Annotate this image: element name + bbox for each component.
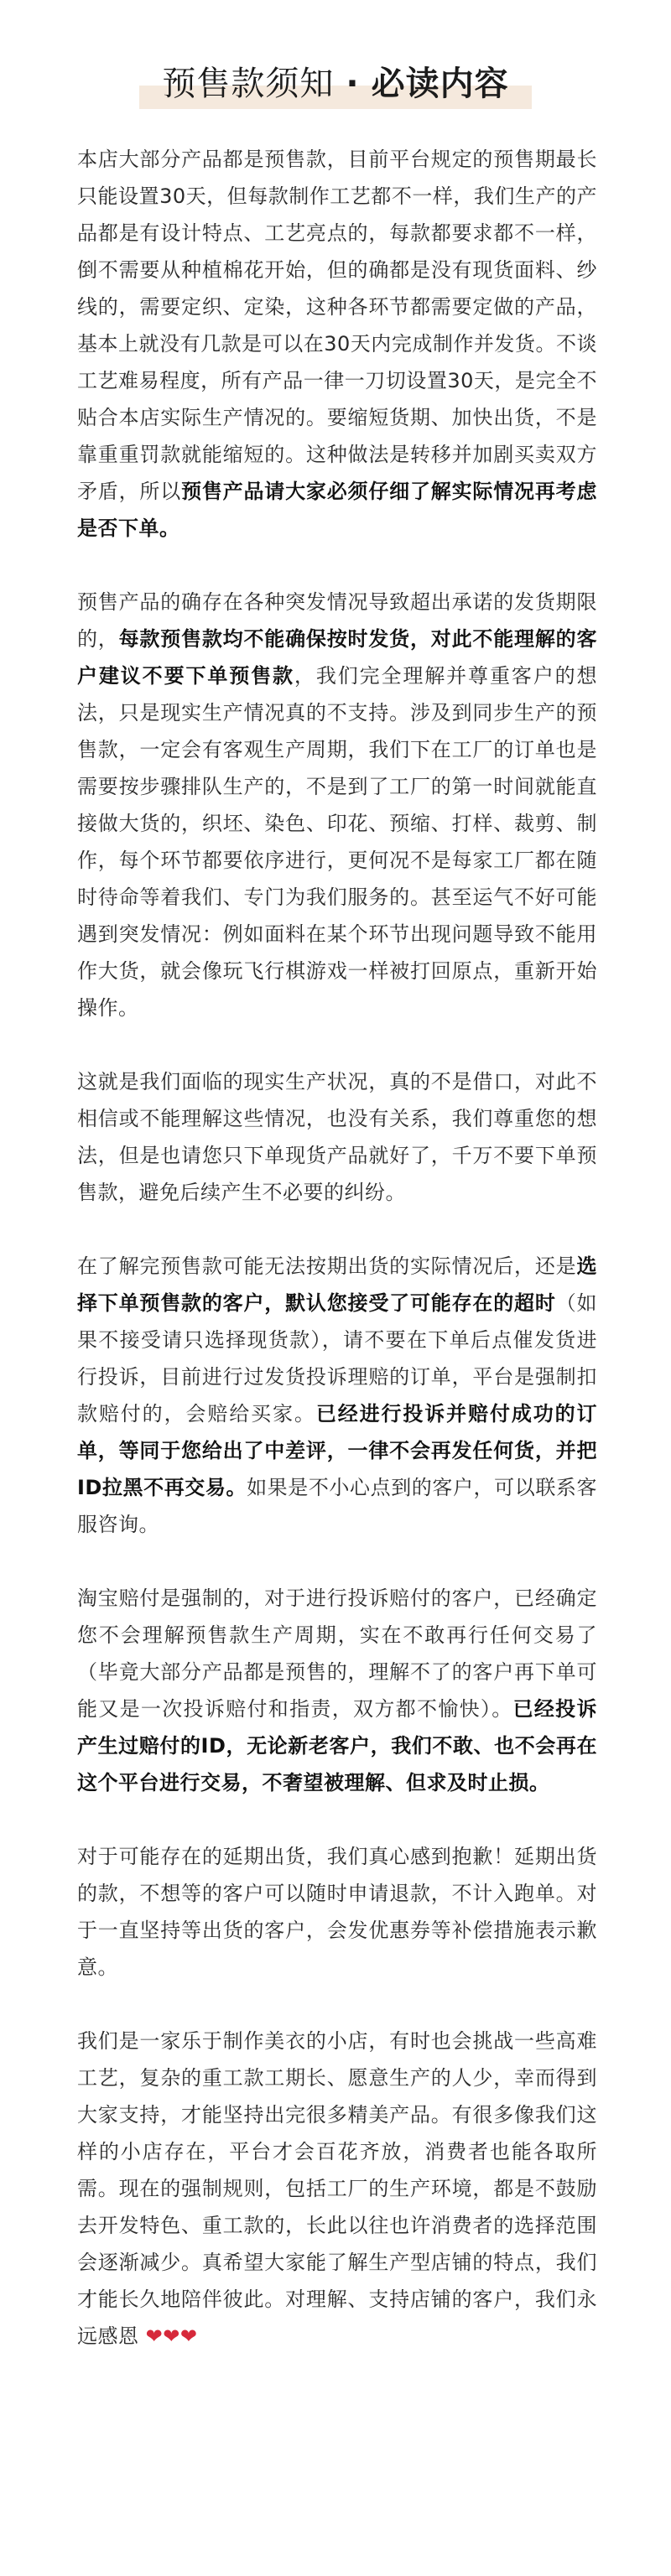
notice-paragraph-2 <box>77 584 597 1026</box>
title-block <box>0 60 671 111</box>
emphasis-text: 选择下单预售款的客户，默认您接受了可能存在的超时 <box>77 1254 597 1315</box>
body-text: 预售产品的确存在各种突发情况导致超出承诺的发货期限的， <box>77 590 597 651</box>
body-text: 在了解完预售款可能无法按期出货的实际情况后，还是 <box>77 1254 577 1278</box>
notice-paragraph-1 <box>77 141 597 547</box>
body-text: 本店大部分产品都是预售款，目前平台规定的预售期最长只能设置30天，但每款制作工艺都不一样，我们生产的产品都是有设计特点、工艺亮点的，每款都要求都不一样，倒不需要从种植棉花开始，但的确都是没有现货面料、纱线的，需要定织、定染，这种各环节都需要定做的产品，基本上就没有几款是可以在30天内完成制作并发货。不谈工艺难易程度，所有产品一律一刀切设置30天，是完全不贴合本店实际生产情况的。要缩短货期、加快出货，不是靠重重罚款就能缩短的。这种做法是转移并加剧买卖双方矛盾，所以 <box>77 148 597 503</box>
emphasis-text: 每款预售款均不能确保按时发货，对此不能理解的客户建议不要下单预售款 <box>77 627 597 688</box>
notice-paragraph-4 <box>77 1248 597 1543</box>
body-text: 我们是一家乐于制作美衣的小店，有时也会挑战一些高难工艺，复杂的重工款工期长、愿意生产的人少，幸而得到大家支持，才能坚持出完很多精美产品。有很多像我们这样的小店存在，平台才会百花齐放，消费者也能各取所需。现在的强制规则，包括工厂的生产环境，都是不鼓励去开发特色、重工款的，长此以往也许消费者的选择范围会逐渐减少。真希望大家能了解生产型店铺的特点，我们才能长久地陪伴彼此。对理解、支持店铺的客户，我们永远感恩 <box>77 2029 597 2348</box>
hearts-icon: ❤❤❤ <box>145 2324 198 2348</box>
title-part-b: 必读内容 <box>371 65 509 103</box>
notice-paragraph-5 <box>77 1580 597 1801</box>
body-text: （如果不接受请只选择现货款），请不要在下单后点催发货进行投诉，目前进行过发货投诉理赔的订单，平台是强制扣款赔付的，会赔给买家。 <box>77 1291 597 1426</box>
body-text: 如果是不小心点到的客户，可以联系客服咨询。 <box>77 1476 598 1536</box>
emphasis-text: 已经投诉产生过赔付的ID，无论新老客户，我们不敢、也不会再在这个平台进行交易，不奢望被理解、但求及时止损。 <box>77 1697 597 1794</box>
body-text: 这就是我们面临的现实生产状况，真的不是借口，对此不相信或不能理解这些情况，也没有关系，我们尊重您的想法，但是也请您只下单现货产品就好了，千万不要下单预售款，避免后续产生不必要的纠纷。 <box>77 1070 597 1204</box>
title-part-a: 预售款须知 <box>162 65 335 103</box>
page-title <box>0 64 671 104</box>
notice-paragraph-6 <box>77 1838 597 1986</box>
title-separator: · <box>346 65 360 103</box>
notice-paragraph-3 <box>77 1063 597 1211</box>
body-text: 对于可能存在的延期出货，我们真心感到抱歉！延期出货的款，不想等的客户可以随时申请退款，不计入跑单。对于一直坚持等出货的客户，会发优惠券等补偿措施表示歉意。 <box>77 1845 597 1979</box>
notice-paragraph-7 <box>77 2023 597 2355</box>
emphasis-text: 已经进行投诉并赔付成功的订单，等同于您给出了中差评，一律不会再发任何货，并把ID拉黑不再交易。 <box>77 1402 598 1499</box>
notice-body <box>77 141 597 2392</box>
body-text: ，我们完全理解并尊重客户的想法，只是现实生产情况真的不支持。涉及到同步生产的预售款，一定会有客观生产周期，我们下在工厂的订单也是需要按步骤排队生产的，不是到了工厂的第一时间就能直接做大货的，织坯、染色、印花、预缩、打样、裁剪、制作，每个环节都要依序进行，更何况不是每家工厂都在随时待命等着我们、专门为我们服务的。甚至运气不好可能遇到突发情况：例如面料在某个环节出现问题导致不能用作大货，就会像玩飞行棋游戏一样被打回原点，重新开始操作。 <box>77 664 598 1020</box>
emphasis-text: 预售产品请大家必须仔细了解实际情况再考虑是否下单。 <box>77 480 597 540</box>
body-text: 淘宝赔付是强制的，对于进行投诉赔付的客户，已经确定您不会理解预售款生产周期，实在不敢再行任何交易了（毕竟大部分产品都是预售的，理解不了的客户再下单可能又是一次投诉赔付和指责，双方都不愉快）。 <box>77 1587 597 1721</box>
